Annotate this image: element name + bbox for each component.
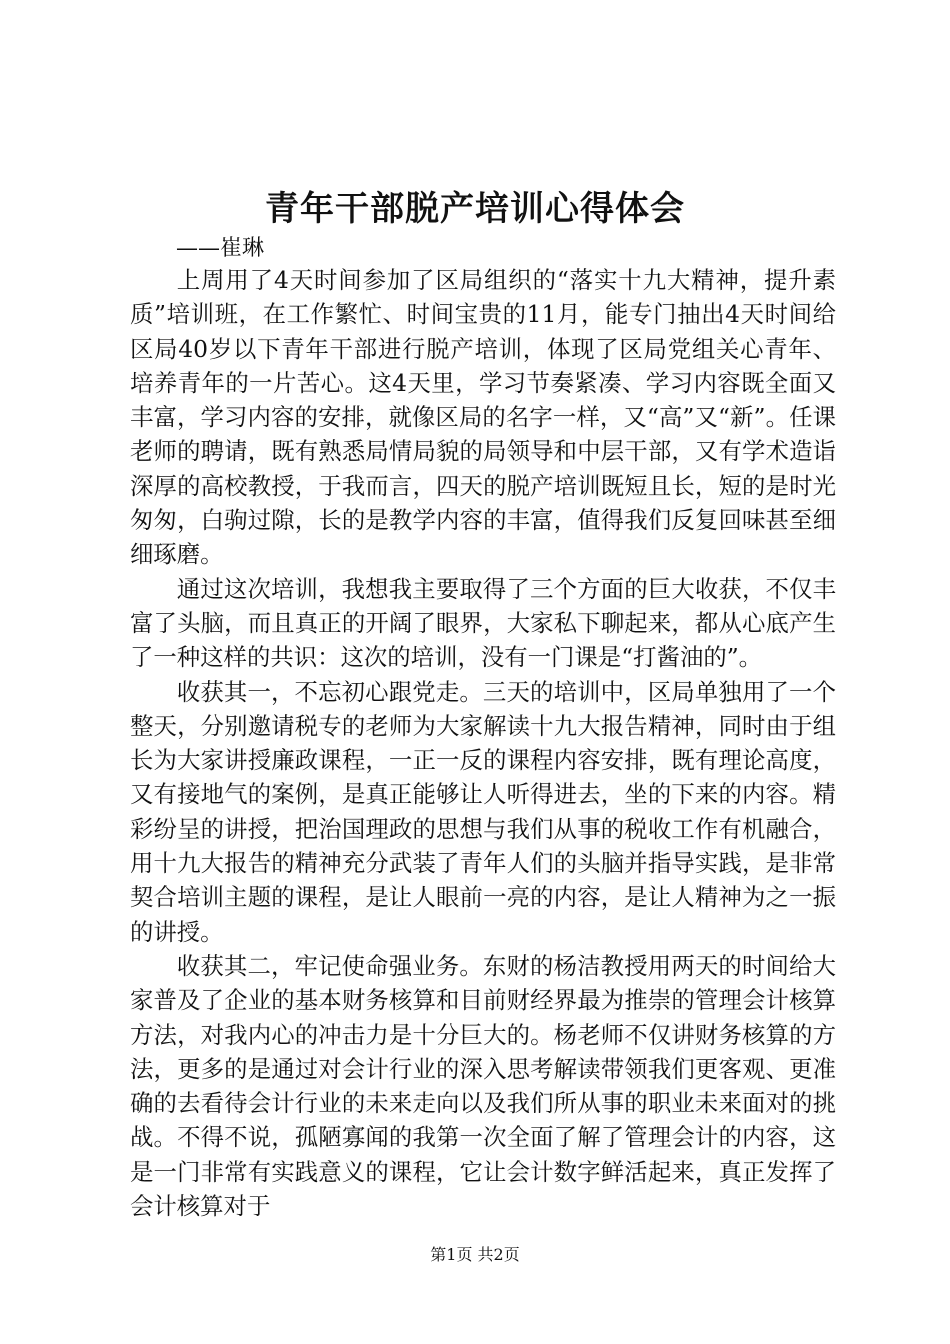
body-paragraph: 通过这次培训，我想我主要取得了三个方面的巨大收获，不仅丰富了头脑，而且真正的开阔了眼界，大家私下聊起来，都从心底产生了一种这样的共识：这次的培训，没有一门课是“打酱油的”。: [130, 574, 836, 672]
body-paragraph: 收获其一，不忘初心跟党走。三天的培训中，区局单独用了一个整天，分别邀请税专的老师为大家解读十九大报告精神，同时由于组长为大家讲授廉政课程，一正一反的课程内容安排，既有理论高度，又有接地气的案例，是真正能够让人听得进去，坐的下来的内容。精彩纷呈的讲授，把治国理政的思想与我们从事的税收工作有机融合，用十九大报告的精神充分武装了青年人们的头脑并指导实践，是非常契合培训主题的课程，是让人眼前一亮的内容，是让人精神为之一振的讲授。: [130, 677, 836, 946]
author-line: ——崔琳: [176, 236, 265, 261]
document-body: [130, 263, 836, 1223]
document-title: 青年干部脱产培训心得体会: [265, 189, 685, 229]
page-footer: 第1页 共2页: [430, 1245, 520, 1264]
body-paragraph: 上周用了4天时间参加了区局组织的“落实十九大精神，提升素质”培训班，在工作繁忙、时间宝贵的11月，能专门抽出4天时间给区局40岁以下青年干部进行脱产培训，体现了区局党组关心青年、培养青年的一片苦心。这4天里，学习节奏紧凑、学习内容既全面又丰富，学习内容的安排，就像区局的名字一样，又“高”又“新”。任课老师的聘请，既有熟悉局情局貌的局领导和中层干部，又有学术造诣深厚的高校教授，于我而言，四天的脱产培训既短且长，短的是时光匆匆，白驹过隙，长的是教学内容的丰富，值得我们反复回味甚至细细琢磨。: [130, 266, 836, 569]
body-paragraph: 收获其二，牢记使命强业务。东财的杨洁教授用两天的时间给大家普及了企业的基本财务核算和目前财经界最为推崇的管理会计核算方法，对我内心的冲击力是十分巨大的。杨老师不仅讲财务核算的方法，更多的是通过对会计行业的深入思考解读带领我们更客观、更准确的去看待会计行业的未来走向以及我们所从事的职业未来面对的挑战。不得不说，孤陋寡闻的我第一次全面了解了管理会计的内容，这是一门非常有实践意义的课程，它让会计数字鲜活起来，真正发挥了会计核算对于: [130, 951, 836, 1221]
